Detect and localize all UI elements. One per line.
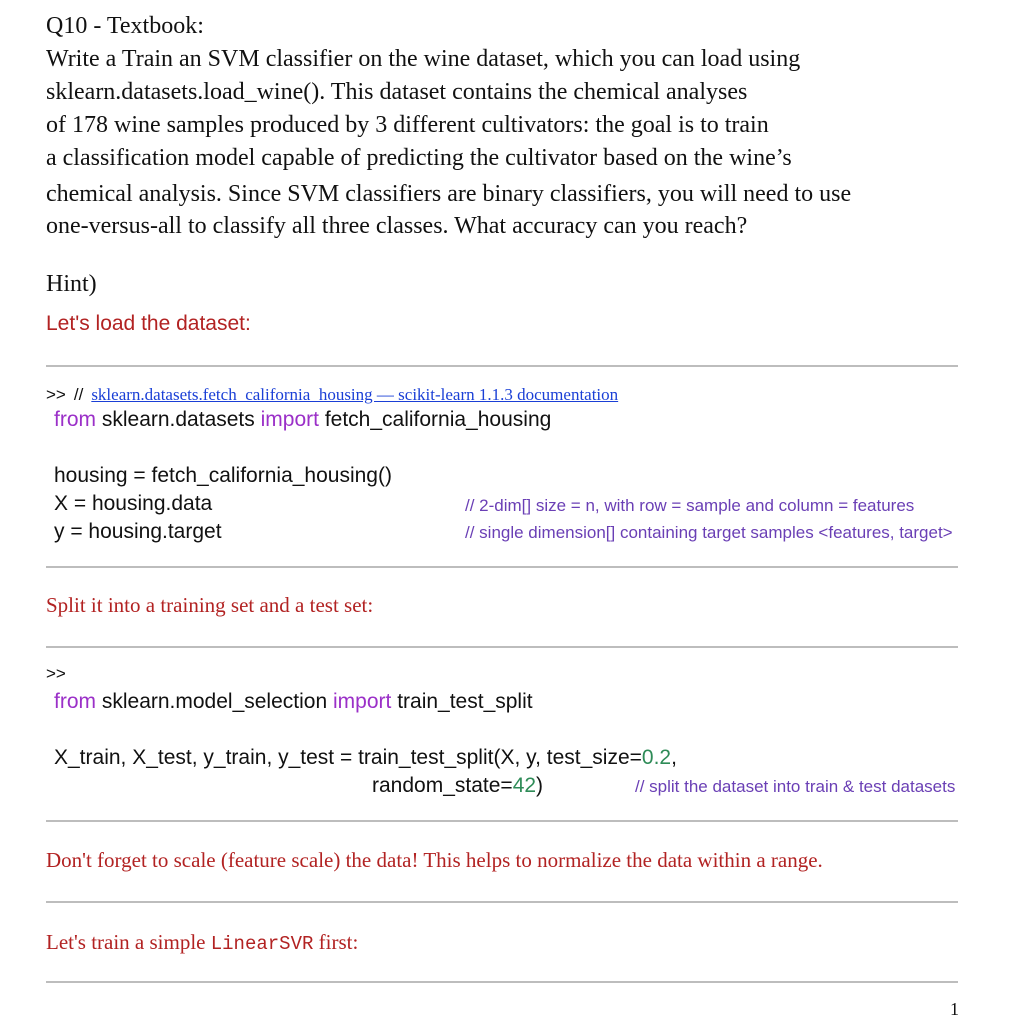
divider — [46, 901, 958, 903]
module-name: sklearn.datasets — [101, 408, 255, 431]
question-line-4: a classification model capable of predicting the cultivator based on the wine’s — [46, 145, 792, 171]
import-keyword: import — [332, 690, 392, 713]
import-keyword: import — [260, 408, 319, 431]
linear-svr-text-before: Let's train a simple — [46, 930, 211, 954]
prompt-marker: >> — [46, 385, 66, 404]
hint-label: Hint) — [46, 271, 97, 297]
random-state-value: 42 — [512, 774, 537, 797]
comment-x: // 2-dim[] size = n, with row = sample and column = features — [465, 496, 915, 515]
code-y: y = housing.target — [54, 520, 222, 543]
import-name: train_test_split — [397, 690, 533, 713]
scale-note: Don't forget to scale (feature scale) the data! This helps to normalize the data within a range. — [46, 848, 823, 872]
split-call: X_train, X_test, y_train, y_test = train_test_split(X, y, test_size= — [54, 746, 642, 769]
load-dataset-heading: Let's load the dataset: — [46, 312, 251, 335]
question-line-1: Write a Train an SVM classifier on the wine dataset, which you can load using — [46, 46, 801, 72]
page-number: 1 — [950, 999, 959, 1019]
linear-svr-code: LinearSVR — [210, 933, 314, 955]
prompt-marker: >> — [46, 664, 66, 683]
question-line-5: chemical analysis. Since SVM classifiers are binary classifiers, you will need to use — [46, 181, 852, 207]
question-line-2: sklearn.datasets.load_wine(). This dataset contains the chemical analyses — [46, 79, 748, 105]
import-line-1 — [54, 408, 551, 432]
comment-slashes: // — [73, 385, 84, 404]
random-state-arg: random_state= — [372, 774, 513, 797]
question-line-6: one-versus-all to classify all three classes. What accuracy can you reach? — [46, 213, 748, 239]
divider — [46, 566, 958, 568]
from-keyword: from — [54, 408, 96, 431]
comment-y: // single dimension[] containing target samples <features, target> — [465, 523, 953, 542]
from-keyword: from — [54, 690, 96, 713]
divider — [46, 365, 958, 367]
import-line-2 — [54, 690, 533, 714]
linear-svr-heading — [46, 930, 358, 955]
split-close-paren: ) — [536, 774, 544, 797]
divider — [46, 646, 958, 648]
sklearn-doc-link[interactable]: sklearn.datasets.fetch_california_housing — scikit-learn 1.1.3 documentation — [91, 385, 619, 404]
import-name: fetch_california_housing — [324, 408, 552, 431]
split-heading: Split it into a training set and a test set: — [46, 593, 374, 617]
test-size-value: 0.2 — [641, 746, 672, 769]
question-title: Q10 - Textbook: — [46, 13, 204, 39]
divider — [46, 981, 958, 983]
split-comma: , — [671, 746, 677, 769]
code-x: X = housing.data — [54, 492, 213, 515]
divider — [46, 820, 958, 822]
question-line-3: of 178 wine samples produced by 3 different cultivators: the goal is to train — [46, 112, 769, 138]
code-housing: housing = fetch_california_housing() — [54, 464, 392, 487]
doc-link-line — [46, 385, 618, 405]
code-split-line-2 — [372, 774, 543, 798]
comment-split: // split the dataset into train & test datasets — [635, 777, 956, 796]
code-split-line-1 — [54, 746, 677, 770]
module-name: sklearn.model_selection — [101, 690, 328, 713]
linear-svr-text-after: first: — [313, 930, 359, 954]
